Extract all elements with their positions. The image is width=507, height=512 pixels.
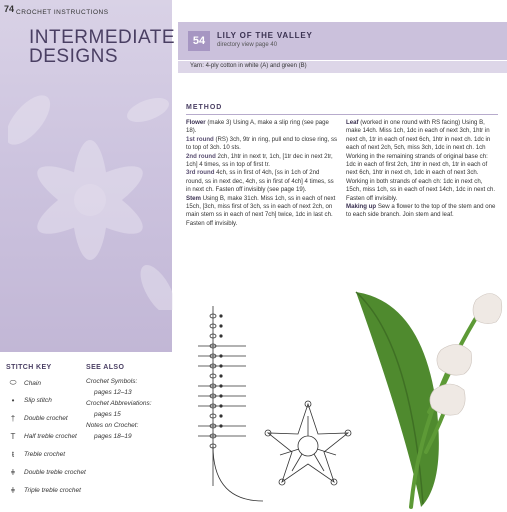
instruction-text: 4ch, ss in first of 4ch, [ss in 1ch of 2nd round, ss in next dec, 4ch, ss in first of 4ch] 4 times, ss in next ch. Fasten off invisibly (see page 19). <box>186 169 334 194</box>
key-item-label: Chain <box>24 379 41 387</box>
yarn-info <box>190 63 307 69</box>
see-also-label: Crochet Symbols: <box>86 378 138 385</box>
stem-curve <box>213 446 263 501</box>
method-heading: METHOD <box>186 104 223 111</box>
page-number: 74 <box>4 4 15 14</box>
instruction-lead: Leaf <box>346 119 359 126</box>
key-item-label: Double treble crochet <box>24 469 86 476</box>
treble-symbol-icon: ŧ <box>11 450 15 459</box>
chain-symbol-icon: ⬭ <box>9 378 17 387</box>
instruction-paragraph <box>186 195 338 229</box>
see-also-list <box>86 378 170 444</box>
flower-bells <box>430 294 502 416</box>
page-title-line2: DESIGNS <box>29 46 119 67</box>
key-item-triple-treble <box>6 486 81 495</box>
stitch-key <box>0 356 172 512</box>
instruction-text: (RS) 3ch, 9tr in ring, pull end to close ring, ss to top of 3ch. 10 sts. <box>186 135 338 152</box>
see-also-item[interactable] <box>86 378 170 397</box>
pattern-subtitle: directory view page 40 <box>217 42 278 48</box>
stem-slip-stitches <box>220 315 222 427</box>
key-item-slip-stitch <box>6 396 52 405</box>
key-item-double-crochet <box>6 414 68 423</box>
instruction-lead: 1st round <box>186 135 214 143</box>
instruction-text: (make 3) Using A, make a slip ring (see page 18). <box>186 119 329 135</box>
page-title <box>29 28 175 66</box>
method-column-1 <box>186 119 338 228</box>
instruction-paragraph <box>186 136 338 153</box>
instruction-paragraph <box>186 119 338 136</box>
see-also-pages: pages 15 <box>94 411 121 418</box>
slip-stitch-symbol-icon: • <box>11 396 15 405</box>
instruction-paragraph <box>186 169 338 194</box>
section-label: CROCHET INSTRUCTIONS <box>16 9 109 16</box>
instruction-paragraph <box>346 203 498 220</box>
lily-of-the-valley-photo <box>326 282 507 510</box>
instruction-paragraph <box>186 153 338 170</box>
instruction-text: (worked in one round with RS facing) Using B, make 14ch. Miss 1ch, 1dc in each of next 3ch, 1htr in next ch, 1tr in each of next 6ch, 1htr in next ch. 1dc in each of next 2ch, 5ch, miss 3ch, 1dc in next ch. 1ch Working in the remaining strands of original base ch: 1dc in each of first 2ch, 1htr in next ch, 1tr in each of next 6ch, 1htr in next ch, 1dc in each of next 3ch. Working in both strands of each ch: 1dc in next ch, 15ch, miss 1ch, ss in each of next 14ch, 1dc in next ch. Fasten off invisibly. <box>346 119 496 202</box>
leaf <box>356 292 439 507</box>
instruction-lead: Stem <box>186 194 201 202</box>
pattern-title: LILY OF THE VALLEY <box>217 31 313 40</box>
key-item-double-treble <box>6 468 86 477</box>
see-also-heading: SEE ALSO <box>86 364 125 371</box>
instruction-lead: 3rd round <box>186 169 215 177</box>
instruction-text: 2ch, 1htr in next tr, 1ch, [1tr dec in next 2tr, 1ch] 4 times, ss in top of first tr. <box>186 152 333 169</box>
see-also-label: Notes on Crochet: <box>86 422 139 429</box>
pattern-header <box>178 22 507 60</box>
instruction-text: Using B, make 31ch. Miss 1ch, ss in each of next 15ch, [3ch, miss first of 3ch, ss in each of next 2ch, on main stem ss in each of next 7ch] twice, 1dc in last ch. Fasten off invisibly. <box>186 194 336 227</box>
page-title-line1: INTERMEDIATE <box>29 27 176 48</box>
instruction-paragraph <box>346 119 498 203</box>
triple-treble-symbol-icon: ǂ <box>10 486 16 495</box>
instruction-lead: Flower <box>186 119 206 126</box>
double-treble-symbol-icon: ǂ <box>10 468 16 477</box>
key-item-label: Slip stitch <box>24 397 52 404</box>
instruction-lead: 2nd round <box>186 152 216 160</box>
see-also-pages: pages 18–19 <box>94 433 132 440</box>
branch-lines <box>198 346 246 436</box>
instruction-lead: Making up <box>346 203 377 211</box>
yarn-value: 4-ply cotton in white (A) and green (B) <box>205 63 307 69</box>
pattern-number-badge: 54 <box>188 31 210 51</box>
key-item-treble <box>6 450 65 459</box>
see-also-item[interactable] <box>86 400 170 419</box>
key-item-half-treble <box>6 432 77 441</box>
see-also-item[interactable] <box>86 422 170 441</box>
left-column <box>0 0 176 512</box>
method-column-2 <box>346 119 498 220</box>
see-also-label: Crochet Abbreviations: <box>86 400 152 407</box>
key-item-label: Triple treble crochet <box>24 487 81 494</box>
double-crochet-symbol-icon: † <box>10 414 16 423</box>
key-item-label: Treble crochet <box>24 451 66 458</box>
key-item-chain <box>6 378 41 388</box>
stitch-key-heading: STITCH KEY <box>6 364 52 371</box>
instruction-text: Sew a flower to the top of the stem and one to each side branch. Join stem and leaf. <box>346 203 496 219</box>
sidebar-panel <box>0 0 176 352</box>
half-treble-symbol-icon: T <box>10 432 16 441</box>
background-flower-image <box>8 90 173 310</box>
see-also-pages: pages 12–13 <box>94 389 132 396</box>
yarn-label: Yarn: <box>190 63 204 69</box>
divider <box>186 114 498 115</box>
key-item-label: Half treble crochet <box>24 433 77 440</box>
key-item-label: Double crochet <box>24 415 68 422</box>
